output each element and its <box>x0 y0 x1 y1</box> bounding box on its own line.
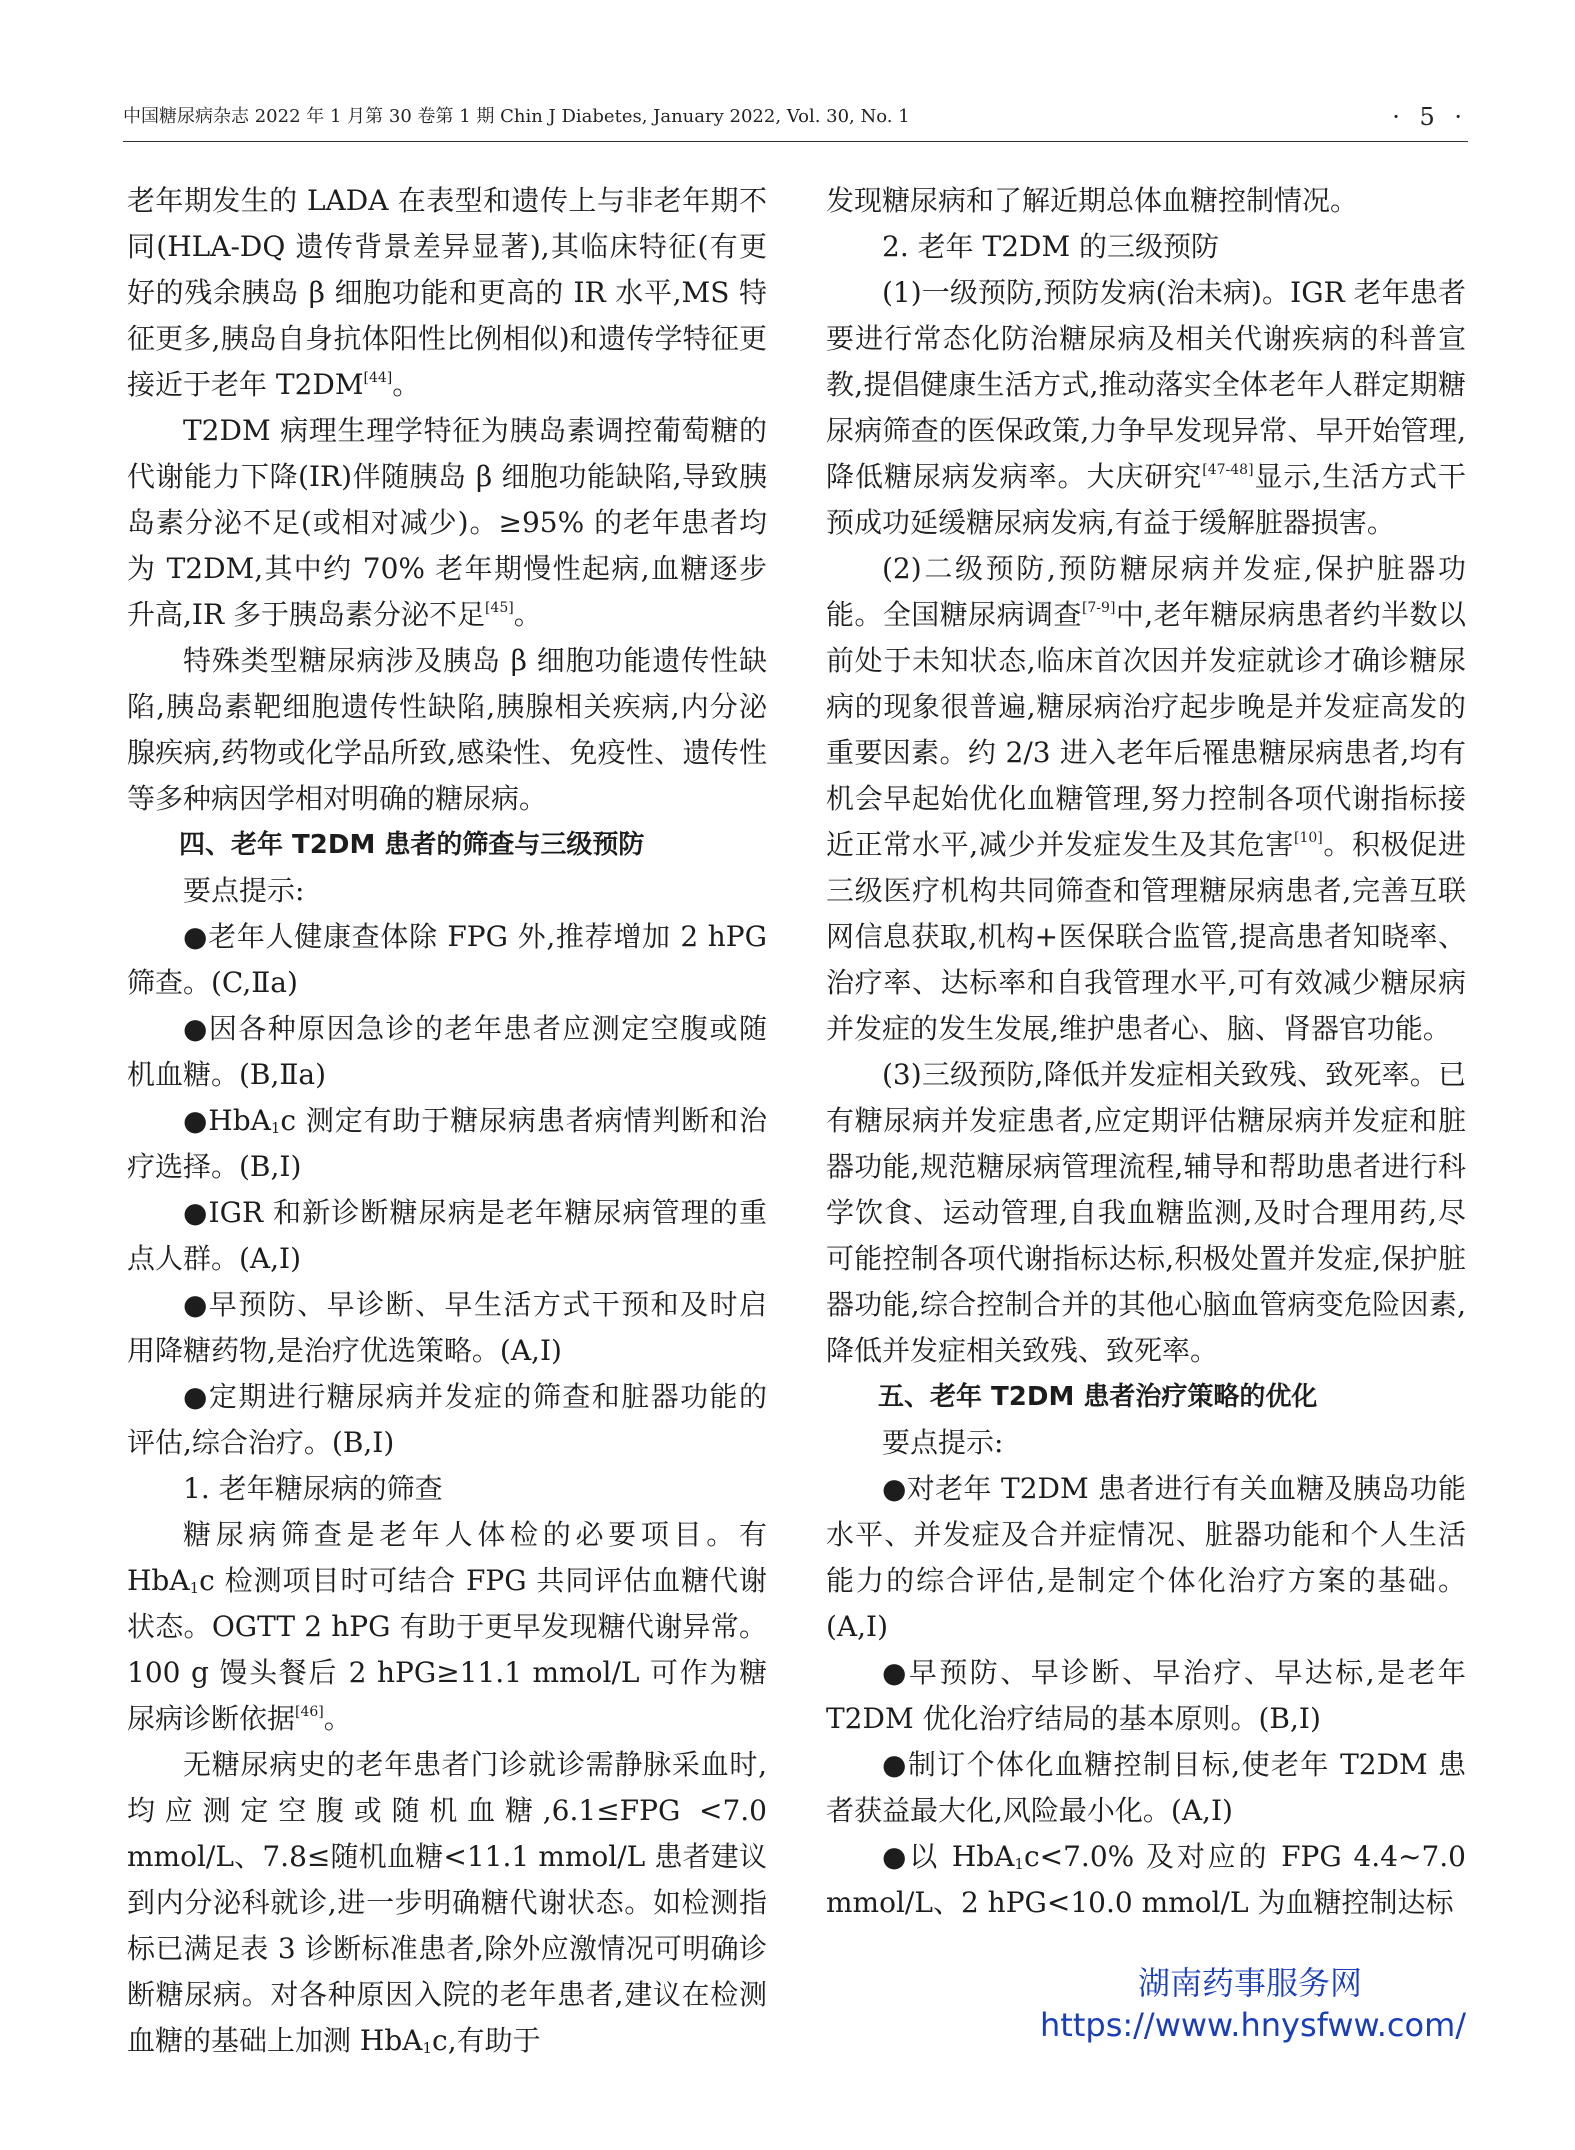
paragraph: T2DM 病理生理学特征为胰岛素调控葡萄糖的代谢能力下降(IR)伴随胰岛 β 细胞功能缺陷,导致胰岛素分泌不足(或相对减少)。≥95% 的老年患者均为 T2DM,其中约 70% 老年期慢性起病,血糖逐步升高,IR 多于胰岛素分泌不足[45]。 <box>127 414 767 631</box>
paragraph: ●定期进行糖尿病并发症的筛查和脏器功能的评估,综合治疗。(B,Ⅰ) <box>127 1380 767 1459</box>
page-number: · 5 · <box>1392 103 1468 131</box>
paragraph: ●以 HbA$_1$c<7.0% 及对应的 FPG 4.4~7.0 mmol/L、2 hPG<10.0 mmol/L 为血糖控制达标 <box>826 1840 1466 1919</box>
paragraph: 发现糖尿病和了解近期总体血糖控制情况。 <box>826 184 1359 217</box>
paragraph: ●因各种原因急诊的老年患者应测定空腹或随机血糖。(B,Ⅱa) <box>127 1012 767 1091</box>
watermark-url[interactable]: https://www.hnysfww.com/ <box>1040 2006 1467 2044</box>
paragraph: 糖尿病筛查是老年人体检的必要项目。有 HbA$_1$c 检测项目时可结合 FPG 共同评估血糖代谢状态。OGTT 2 hPG 有助于更早发现糖代谢异常。100 g 馒头餐后 2 hPG≥11.1 mmol/L 可作为糖尿病诊断依据[46]。 <box>127 1518 767 1735</box>
paragraph: ●IGR 和新诊断糖尿病是老年糖尿病管理的重点人群。(A,Ⅰ) <box>127 1196 767 1275</box>
paragraph: 无糖尿病史的老年患者门诊就诊需静脉采血时,均应测定空腹或随机血糖,6.1≤FPG <7.0 mmol/L、7.8≤随机血糖<11.1 mmol/L 患者建议到内分泌科就诊,进一步明确糖代谢状态。如检测指标已满足表 3 诊断标准患者,除外应激情况可明确诊断糖尿病。对各种原因入院的老年患者,建议在检测血糖的基础上加测 HbA$_1$c,有助于 <box>127 1748 767 2057</box>
paragraph: (2)二级预防,预防糖尿病并发症,保护脏器功能。全国糖尿病调查[7-9]中,老年糖尿病患者约半数以前处于未知状态,临床首次因并发症就诊才确诊糖尿病的现象很普遍,糖尿病治疗起步晚是并发症高发的重要因素。约 2/3 进入老年后罹患糖尿病患者,均有机会早起始优化血糖管理,努力控制各项代谢指标接近正常水平,减少并发症发生及其危害[10]。积极促进三级医疗机构共同筛查和管理糖尿病患者,完善互联网信息获取,机构+医保联合监管,提高患者知晓率、治疗率、达标率和自我管理水平,可有效减少糖尿病并发症的发生发展,维护患者心、脑、肾器官功能。 <box>826 552 1466 1045</box>
paragraph: 2. 老年 T2DM 的三级预防 <box>882 230 1220 263</box>
paragraph: ●制订个体化血糖控制目标,使老年 T2DM 患者获益最大化,风险最小化。(A,Ⅰ) <box>826 1748 1466 1827</box>
section-heading: 四、老年 T2DM 患者的筛查与三级预防 <box>179 830 645 860</box>
section-heading: 五、老年 T2DM 患者治疗策略的优化 <box>878 1382 1318 1412</box>
paragraph: ●HbA$_1$c 测定有助于糖尿病患者病情判断和治疗选择。(B,Ⅰ) <box>127 1104 767 1183</box>
paragraph: ●早预防、早诊断、早治疗、早达标,是老年 T2DM 优化治疗结局的基本原则。(B,Ⅰ) <box>826 1656 1466 1735</box>
header-rule <box>123 141 1468 142</box>
paragraph: 特殊类型糖尿病涉及胰岛 β 细胞功能遗传性缺陷,胰岛素靶细胞遗传性缺陷,胰腺相关疾病,内分泌腺疾病,药物或化学品所致,感染性、免疫性、遗传性等多种病因学相对明确的糖尿病。 <box>127 644 767 815</box>
watermark-name: 湖南药事服务网 <box>1137 1964 1362 2002</box>
left-column <box>127 178 767 2064</box>
paragraph: ●老年人健康查体除 FPG 外,推荐增加 2 hPG 筛查。(C,Ⅱa) <box>127 920 767 999</box>
paragraph: 1. 老年糖尿病的筛查 <box>183 1472 443 1505</box>
paragraph: ●早预防、早诊断、早生活方式干预和及时启用降糖药物,是治疗优选策略。(A,Ⅰ) <box>127 1288 767 1367</box>
journal-citation: 中国糖尿病杂志 2022 年 1 月第 30 卷第 1 期 Chin J Diabetes, January 2022, Vol. 30, No. 1 <box>123 106 910 127</box>
running-header <box>123 100 1468 134</box>
paragraph: 老年期发生的 LADA 在表型和遗传上与非老年期不同(HLA-DQ 遗传背景差异显著),其临床特征(有更好的残余胰岛 β 细胞功能和更高的 IR 水平,MS 特征更多,胰岛自身抗体阳性比例相似)和遗传学特征更接近于老年 T2DM[44]。 <box>127 184 767 401</box>
right-column <box>826 178 1466 1926</box>
paragraph: (1)一级预防,预防发病(治未病)。IGR 老年患者要进行常态化防治糖尿病及相关代谢疾病的科普宣教,提倡健康生活方式,推动落实全体老年人群定期糖尿病筛查的医保政策,力争早发现异常、早开始管理,降低糖尿病发病率。大庆研究[47-48]显示,生活方式干预成功延缓糖尿病发病,有益于缓解脏器损害。 <box>826 276 1466 539</box>
paragraph: (3)三级预防,降低并发症相关致残、致死率。已有糖尿病并发症患者,应定期评估糖尿病并发症和脏器功能,规范糖尿病管理流程,辅导和帮助患者进行科学饮食、运动管理,自我血糖监测,及时合理用药,尽可能控制各项代谢指标达标,积极处置并发症,保护脏器功能,综合控制合并的其他心脑血管病变危险因素,降低并发症相关致残、致死率。 <box>826 1058 1466 1367</box>
paragraph: 要点提示: <box>183 874 305 907</box>
watermark <box>1040 1962 1467 2046</box>
paragraph: ●对老年 T2DM 患者进行有关血糖及胰岛功能水平、并发症及合并症情况、脏器功能和个人生活能力的综合评估,是制定个体化治疗方案的基础。(A,Ⅰ) <box>826 1472 1466 1643</box>
paragraph: 要点提示: <box>882 1426 1004 1459</box>
